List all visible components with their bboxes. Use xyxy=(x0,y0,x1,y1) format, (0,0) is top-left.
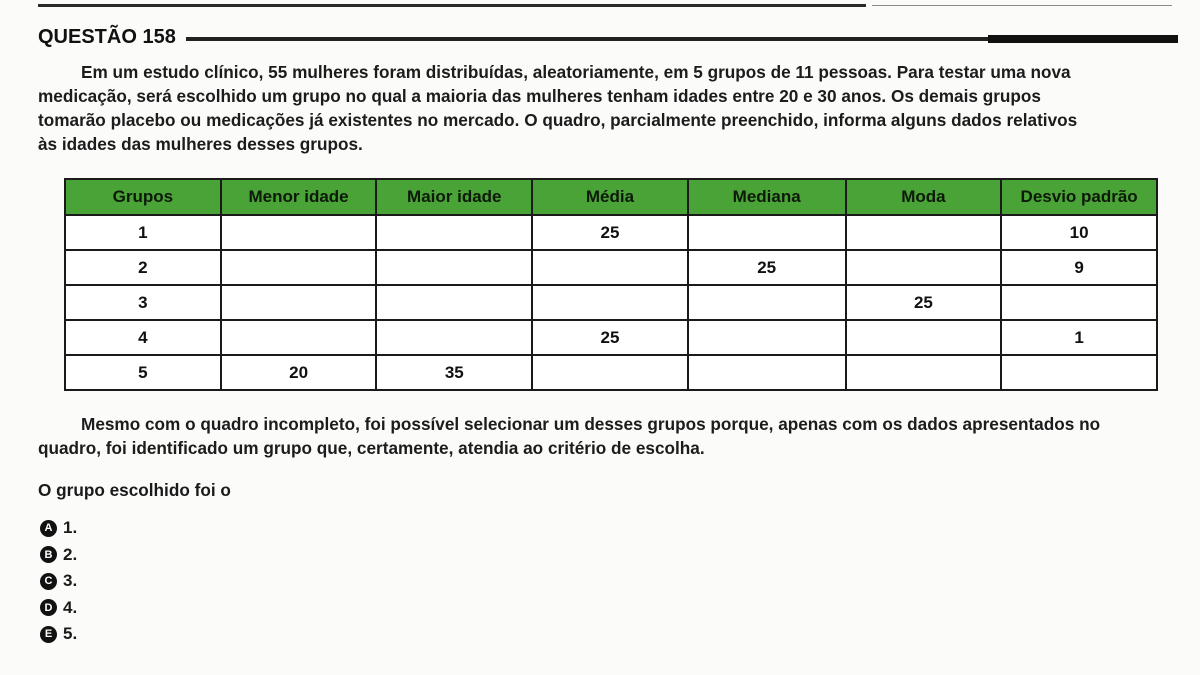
cell-desvio-padrao: 9 xyxy=(1001,250,1157,285)
option-e[interactable] xyxy=(40,621,77,647)
cell-maior-idade xyxy=(376,250,532,285)
intro-line: medicação, será escolhido um grupo no qual a maioria das mulheres tenham idades entre 20 e 30 anos. Os demais grupos xyxy=(38,86,1041,106)
option-letter-badge: E xyxy=(40,626,57,643)
question-intro xyxy=(38,60,1178,156)
option-text: 1. xyxy=(63,518,78,537)
cell-moda: 25 xyxy=(846,285,1002,320)
cell-grupo: 1 xyxy=(65,215,221,250)
question-followup xyxy=(38,412,1178,460)
top-divider xyxy=(38,4,866,7)
option-text: 4. xyxy=(63,597,78,617)
cell-menor-idade xyxy=(221,285,377,320)
cell-desvio-padrao: 1 xyxy=(1001,320,1157,355)
followup-line: quadro, foi identificado um grupo que, certamente, atendia ao critério de escolha. xyxy=(38,438,705,458)
cell-menor-idade xyxy=(221,250,377,285)
table-row xyxy=(65,250,1157,285)
age-data-table xyxy=(64,178,1158,391)
option-text: 3. xyxy=(63,571,78,590)
cell-moda xyxy=(846,355,1002,390)
cell-menor-idade: 20 xyxy=(221,355,377,390)
table-row xyxy=(65,215,1157,250)
cell-media: 25 xyxy=(532,215,688,250)
question-title: QUESTÃO 158 xyxy=(38,25,176,48)
header-maior-idade: Maior idade xyxy=(376,179,532,215)
cell-grupo: 4 xyxy=(65,320,221,355)
question-header xyxy=(38,22,1178,52)
cell-grupo: 2 xyxy=(65,250,221,285)
option-b[interactable] xyxy=(40,542,77,568)
cell-maior-idade: 35 xyxy=(376,355,532,390)
table-header-row xyxy=(65,179,1157,215)
header-menor-idade: Menor idade xyxy=(221,179,377,215)
intro-line: às idades das mulheres desses grupos. xyxy=(38,134,363,154)
header-mediana: Mediana xyxy=(688,179,846,215)
cell-menor-idade xyxy=(221,215,377,250)
answer-options xyxy=(40,515,77,648)
cell-maior-idade xyxy=(376,285,532,320)
header-moda: Moda xyxy=(846,179,1002,215)
option-d[interactable] xyxy=(40,595,77,621)
cell-mediana xyxy=(688,215,846,250)
question-prompt: O grupo escolhido foi o xyxy=(38,480,231,500)
option-letter-badge: C xyxy=(40,573,57,590)
cell-media xyxy=(532,250,688,285)
cell-maior-idade xyxy=(376,320,532,355)
cell-desvio-padrao: 10 xyxy=(1001,215,1157,250)
followup-line: Mesmo com o quadro incompleto, foi possível selecionar um desses grupos porque, apenas com os dados apresentados no xyxy=(81,414,1101,434)
table-row xyxy=(65,285,1157,320)
top-divider-thin xyxy=(872,5,1172,6)
option-c[interactable] xyxy=(40,568,77,594)
cell-desvio-padrao xyxy=(1001,355,1157,390)
option-text: 2. xyxy=(63,544,78,564)
cell-moda xyxy=(846,320,1002,355)
cell-moda xyxy=(846,215,1002,250)
option-text: 5. xyxy=(63,624,78,643)
cell-media xyxy=(532,355,688,390)
cell-menor-idade xyxy=(221,320,377,355)
option-letter-badge: D xyxy=(40,599,57,616)
intro-line: Em um estudo clínico, 55 mulheres foram distribuídas, aleatoriamente, em 5 grupos de 11 pessoas. Para testar uma nova xyxy=(81,62,1071,82)
cell-maior-idade xyxy=(376,215,532,250)
header-media: Média xyxy=(532,179,688,215)
cell-desvio-padrao xyxy=(1001,285,1157,320)
table-row xyxy=(65,320,1157,355)
cell-moda xyxy=(846,250,1002,285)
option-a[interactable] xyxy=(40,515,77,541)
cell-media xyxy=(532,285,688,320)
cell-mediana xyxy=(688,320,846,355)
option-letter-badge: B xyxy=(40,546,57,563)
header-desvio-padrao: Desvio padrão xyxy=(1001,179,1157,215)
option-letter-badge: A xyxy=(40,520,57,537)
cell-media: 25 xyxy=(532,320,688,355)
cell-grupo: 5 xyxy=(65,355,221,390)
header-grupos: Grupos xyxy=(65,179,221,215)
cell-mediana xyxy=(688,355,846,390)
cell-mediana xyxy=(688,285,846,320)
cell-grupo: 3 xyxy=(65,285,221,320)
intro-line: tomarão placebo ou medicações já existentes no mercado. O quadro, parcialmente preenchido, informa alguns dados relativos xyxy=(38,110,1078,130)
header-rule xyxy=(186,37,1178,41)
cell-mediana: 25 xyxy=(688,250,846,285)
table-row xyxy=(65,355,1157,390)
